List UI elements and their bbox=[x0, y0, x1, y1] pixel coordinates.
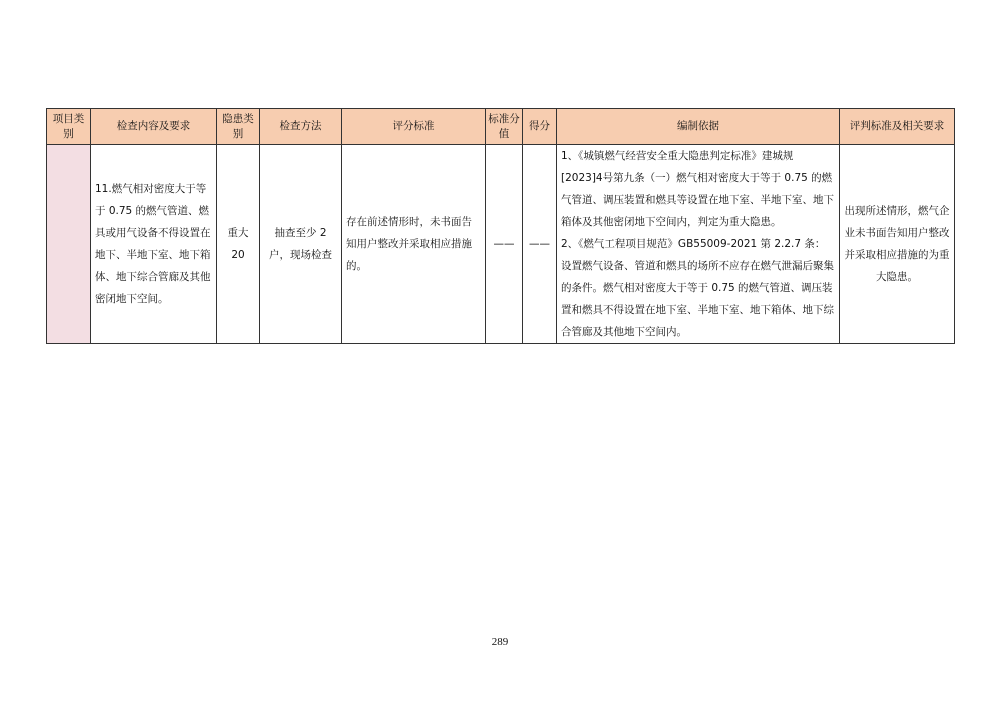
cell-judgement: 出现所述情形，燃气企业未书面告知用户整改并采取相应措施的为重大隐患。 bbox=[840, 145, 955, 344]
header-judgement: 评判标准及相关要求 bbox=[840, 109, 955, 145]
header-score: 得分 bbox=[523, 109, 557, 145]
cell-method: 抽查至少 2 户，现场检查 bbox=[260, 145, 342, 344]
header-hazard-type: 隐患类别 bbox=[217, 109, 260, 145]
cell-score: —— bbox=[523, 145, 557, 344]
header-criteria: 评分标准 bbox=[342, 109, 486, 145]
cell-content: 11.燃气相对密度大于等于 0.75 的燃气管道、燃具或用气设备不得设置在地下、半地下室、地下箱体、地下综合管廊及其他密闭地下空间。 bbox=[91, 145, 217, 344]
cell-hazard-type: 重大20 bbox=[217, 145, 260, 344]
basis-item-2: 2、《燃气工程项目规范》GB55009-2021 第 2.2.7 条：设置燃气设备、管道和燃具的场所不应存在燃气泄漏后聚集的条件。燃气相对密度大于等于 0.75 的燃气管道、调压装置和燃具不得设置在地下室、半地下室、地下箱体、地下综合管廊及其他地下空间内。 bbox=[561, 238, 834, 338]
header-standard-score: 标准分值 bbox=[486, 109, 523, 145]
basis-item-1: 1、《城镇燃气经营安全重大隐患判定标准》建城规[2023]4号第九条（一）燃气相对密度大于等于 0.75 的燃气管道、调压装置和燃具等设置在地下室、半地下室、地下箱体及其他密闭地下空间内，判定为重大隐患。 bbox=[561, 150, 834, 228]
cell-category bbox=[47, 145, 91, 344]
header-method: 检查方法 bbox=[260, 109, 342, 145]
table-row bbox=[47, 145, 955, 344]
header-category: 项目类别 bbox=[47, 109, 91, 145]
header-content: 检查内容及要求 bbox=[91, 109, 217, 145]
inspection-table bbox=[46, 108, 955, 344]
page-number: 289 bbox=[491, 636, 509, 648]
cell-standard-score: —— bbox=[486, 145, 523, 344]
header-basis: 编制依据 bbox=[557, 109, 840, 145]
cell-criteria: 存在前述情形时，未书面告知用户整改并采取相应措施的。 bbox=[342, 145, 486, 344]
header-row bbox=[47, 109, 955, 145]
cell-basis bbox=[557, 145, 840, 344]
